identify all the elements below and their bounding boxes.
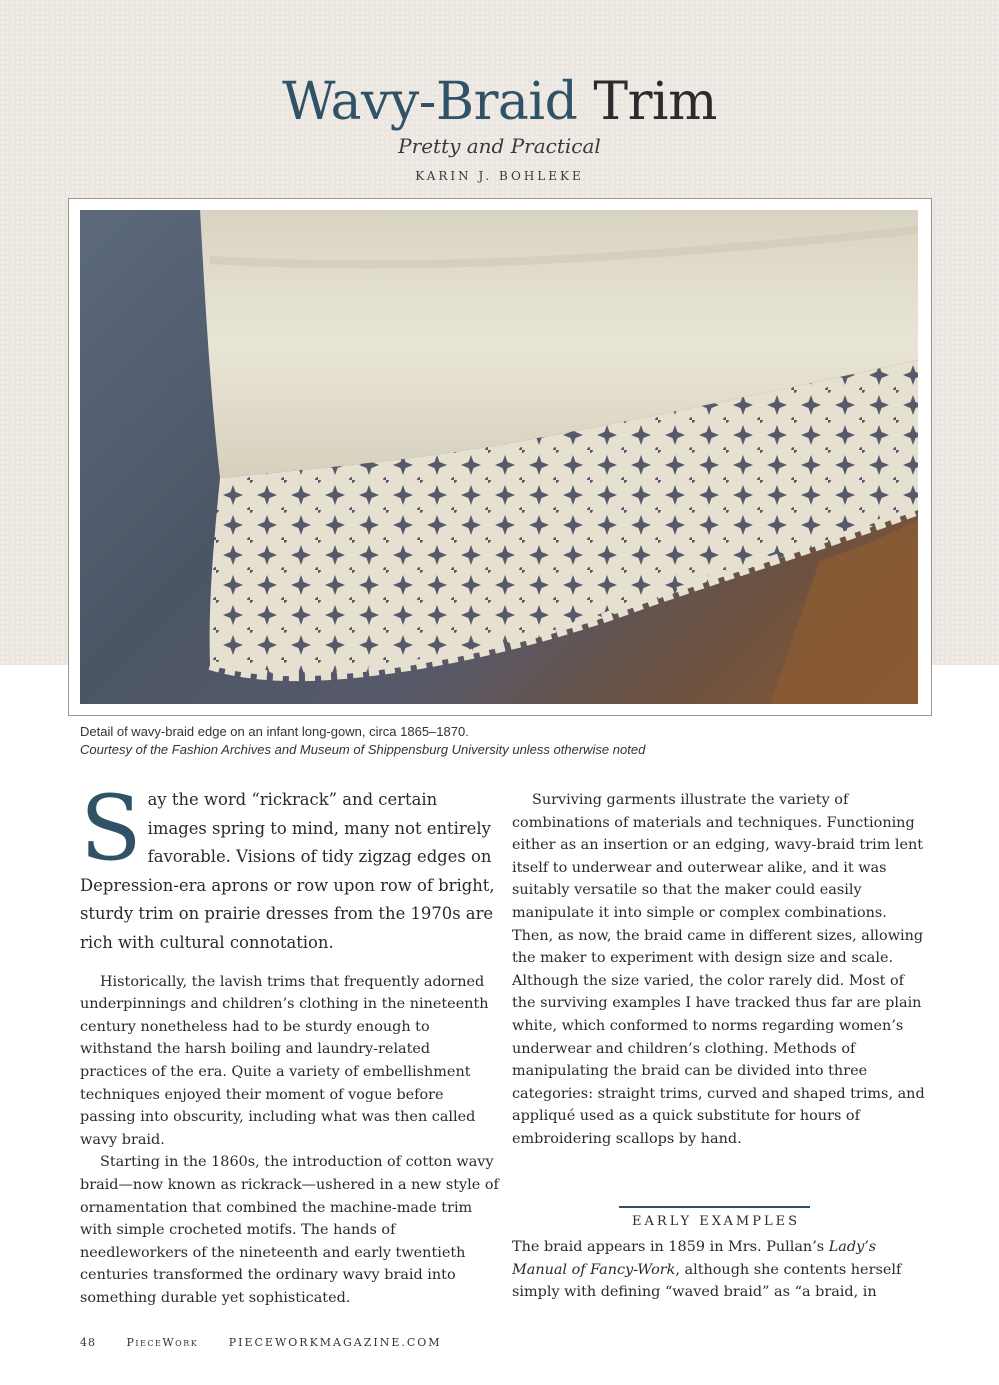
magazine-name: PieceWork	[126, 1336, 199, 1349]
article-subtitle: Pretty and Practical	[398, 134, 601, 158]
section-heading: EARLY EXAMPLES	[632, 1214, 800, 1229]
drop-cap: S	[80, 776, 142, 881]
article-title	[0, 70, 999, 134]
paragraph-5	[512, 1236, 932, 1304]
left-column	[80, 776, 500, 1309]
paragraph-2: Historically, the lavish trims that frequently adorned underpinnings and children’s clothing in the nineteenth century nonetheless had to be sturdy enough to withstand the harsh boiling and laundry-related practices of the era. Quite a variety of embellishment techniques enjoyed their moment of vogue before passing into obscurity, including what was then called wavy braid.	[80, 973, 489, 1148]
page-footer	[80, 1336, 680, 1349]
caption-line-2: Courtesy of the Fashion Archives and Museum of Shippensburg University unless otherwise noted	[80, 742, 646, 757]
title-part-1: Wavy-Braid	[282, 72, 578, 132]
lace-photo-icon	[80, 210, 918, 704]
photo-caption	[80, 723, 940, 759]
lede-paragraph	[80, 776, 500, 958]
paragraph-3: Starting in the 1860s, the introduction of cotton wavy braid—now known as rickrack—ushered in a new style of ornamentation that combined the machine-made trim with simple crocheted motifs. The hands of needleworkers of the nineteenth and early twentieth centuries transformed the ordinary wavy braid into something durable yet sophisticated.	[80, 1154, 499, 1306]
lace-photo	[80, 210, 918, 704]
title-part-2: Trim	[593, 72, 717, 132]
caption-line-1: Detail of wavy-braid edge on an infant long-gown, circa 1865–1870.	[80, 724, 469, 739]
right-column-continued	[512, 1236, 932, 1304]
paragraph-4: Surviving garments illustrate the variety of combinations of materials and techniques. Functioning either as an insertion or an edging, wavy-braid trim lent itself to underwear and outerwear alike, and it was suitably versatile so that the maker could easily manipulate it into simple or complex combinations. Then, as now, the braid came in different sizes, allowing the maker to experiment with design size and scale. Although the size varied, the color rarely did. Most of the surviving examples I have tracked thus far are plain white, which conformed to norms regarding women’s underwear and children’s clothing. Methods of manipulating the braid can be divided into three categories: straight trims, curved and shaped trims, and appliqué used as a quick substitute for hours of embroidering scallops by hand.	[512, 792, 925, 1147]
book-title: Lady’s Manual of Fancy-Work	[512, 1239, 877, 1278]
section-divider	[619, 1206, 810, 1208]
lede-text: ay the word “rickrack” and certain images spring to mind, many not entirely favorable. Visions of tidy zigzag edges on Depression-era aprons or row upon row of bright, sturdy trim on prairie dresses from the 1970s are rich with cultural connotation.	[80, 790, 495, 952]
page-number: 48	[80, 1336, 96, 1349]
paragraph-5-start: The braid appears in 1859 in Mrs. Pullan’s	[512, 1239, 829, 1255]
magazine-url: PIECEWORKMAGAZINE.COM	[228, 1336, 442, 1349]
right-column	[512, 789, 932, 1151]
paragraph-5-end: , although she contents herself simply with defining “waved braid” as “a braid, in	[512, 1261, 902, 1301]
author-byline: KARIN J. BOHLEKE	[415, 169, 584, 183]
